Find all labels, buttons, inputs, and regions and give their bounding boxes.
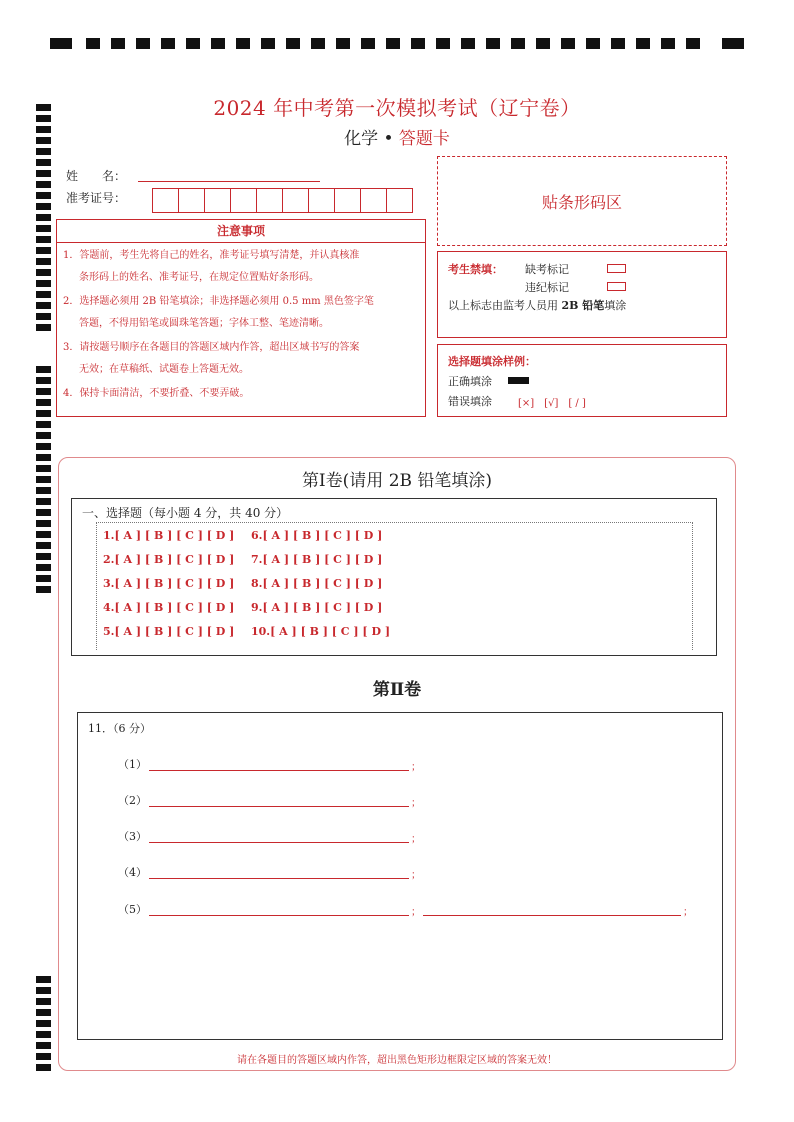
answer-separator: ； [411,907,421,918]
answer-line-3[interactable] [149,841,409,843]
choice-question-9[interactable]: 9.[ A ] [ B ] [ C ] [ D ] [251,601,383,614]
choice-question-8[interactable]: 8.[ A ] [ B ] [ C ] [ D ] [251,577,383,590]
forbid-note-post: 填涂 [604,299,627,312]
id-cell[interactable] [153,189,179,212]
answer-line-4[interactable] [149,877,409,879]
choice-question-2[interactable]: 2.[ A ] [ B ] [ C ] [ D ] [103,553,235,566]
choice-question-6[interactable]: 6.[ A ] [ B ] [ C ] [ D ] [251,529,383,542]
notice-item: 2．选择题必须用 2B 铅笔填涂；非选择题必须用 0.5 mm 黑色签字笔 [63,296,374,307]
subtitle-dot: • [383,129,394,149]
id-cell[interactable] [205,189,231,212]
name-input-line[interactable] [138,180,320,182]
forbid-box [437,251,727,338]
answer-line-2[interactable] [149,805,409,807]
choice-section-title: 一、选择题（每小题 4 分，共 40 分） [82,506,289,520]
choice-question-10[interactable]: 10.[ A ] [ B ] [ C ] [ D ] [251,625,391,638]
part1-title: 第Ⅰ卷(请用 2B 铅笔填涂) [301,471,493,491]
answer-separator: ； [683,907,693,918]
wrong-fill-label: 错误填涂 [448,395,492,408]
id-cell[interactable] [387,189,412,212]
notice-title: 注意事项 [57,220,425,243]
answer-line-1[interactable] [149,769,409,771]
forbid-label: 考生禁填： [448,263,503,276]
sample-title: 选择题填涂样例： [448,355,536,368]
answer-separator: ； [411,762,421,773]
exam-id-cells[interactable] [152,188,413,213]
sub-question-label: （1） [118,758,147,771]
footer-warning: 请在各题目的答题区域内作答，超出黑色矩形边框限定区域的答案无效！ [237,1055,557,1066]
answer-separator: ； [411,798,421,809]
barcode-area: 贴条形码区 [437,156,727,246]
absent-mark-label: 缺考标记 [525,263,569,276]
answer-separator: ； [411,834,421,845]
violation-mark-box[interactable] [607,282,626,291]
absent-mark-box[interactable] [607,264,626,273]
notice-item: 3．请按题号顺序在各题目的答题区域内作答，超出区域书写的答案 [63,342,360,353]
question-11-title: 11．（6 分） [88,722,151,735]
notice-box [56,219,426,417]
answer-separator: ； [411,870,421,881]
id-cell[interactable] [257,189,283,212]
forbid-note-bold: 2B 铅笔 [561,299,605,312]
forbid-note-pre: 以上标志由监考人员用 [448,299,562,312]
question-11-box [77,712,723,1040]
notice-item: 无效；在草稿纸、试题卷上答题无效。 [79,364,249,375]
sub-question-label: （2） [118,794,147,807]
id-cell[interactable] [283,189,309,212]
forbid-note [448,297,626,313]
id-cell[interactable] [361,189,387,212]
answer-line-5a[interactable] [149,914,409,916]
name-label: 姓 名： [66,169,127,183]
choice-question-5[interactable]: 5.[ A ] [ B ] [ C ] [ D ] [103,625,235,638]
answer-line-5b[interactable] [423,914,681,916]
correct-fill-label: 正确填涂 [448,375,492,388]
choice-question-1[interactable]: 1.[ A ] [ B ] [ C ] [ D ] [103,529,235,542]
notice-item: 4．保持卡面清洁，不要折叠、不要弄破。 [63,388,250,399]
card-subtitle [0,124,794,149]
choice-question-3[interactable]: 3.[ A ] [ B ] [ C ] [ D ] [103,577,235,590]
notice-item: 条形码上的姓名、准考证号，在规定位置贴好条形码。 [79,272,319,283]
correct-fill-mark [508,377,529,384]
wrong-fill-marks: [×] [√] [ / ] [518,398,586,409]
id-cell[interactable] [335,189,361,212]
violation-mark-label: 违纪标记 [525,281,569,294]
choice-question-7[interactable]: 7.[ A ] [ B ] [ C ] [ D ] [251,553,383,566]
answer-card-label: 答题卡 [398,129,450,149]
notice-item: 1．答题前，考生先将自己的姓名，准考证号填写清楚，并认真核准 [63,250,360,261]
exam-title: 2024 年中考第一次模拟考试（辽宁卷） [213,96,581,120]
choice-question-4[interactable]: 4.[ A ] [ B ] [ C ] [ D ] [103,601,235,614]
id-cell[interactable] [179,189,205,212]
sub-question-label: （5） [118,903,147,916]
fill-sample-box [437,344,727,417]
notice-item: 答题，不得用铅笔或圆珠笔答题；字体工整、笔迹清晰。 [79,318,329,329]
part2-title: 第Ⅱ卷 [372,680,422,700]
subject-label: 化学 [344,129,379,149]
sub-question-label: （3） [118,830,147,843]
exam-id-label: 准考证号： [66,191,127,205]
id-cell[interactable] [309,189,335,212]
id-cell[interactable] [231,189,257,212]
sub-question-label: （4） [118,866,147,879]
